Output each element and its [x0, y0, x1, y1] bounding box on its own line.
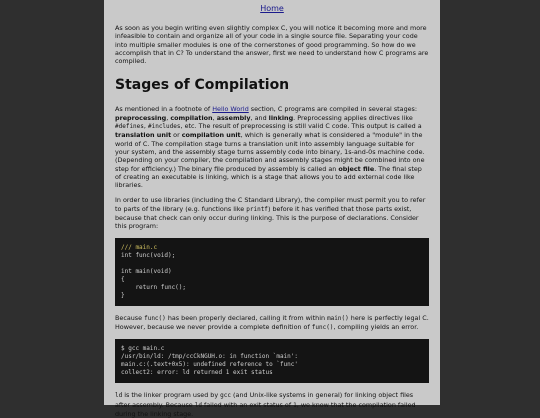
text: As mentioned in a footnote of	[115, 105, 213, 114]
hello-world-link[interactable]: Hello World	[212, 105, 249, 114]
home-link[interactable]: Home	[260, 4, 284, 13]
term-preprocessing: preprocessing	[115, 113, 167, 122]
text: , we know that the compilation failed during the linking stage.	[115, 400, 416, 418]
text: here is perfectly legal C. However, because we never provide a complete definition of	[115, 313, 429, 331]
term-object-file: object file	[338, 164, 375, 173]
code-line: int func(void);	[121, 251, 176, 259]
text: Because	[115, 313, 145, 322]
code-line: /usr/bin/ld: /tmp/ccCkNGUH.o: in function `main':	[121, 353, 299, 361]
inline-code: printf	[246, 205, 268, 213]
text: section, C programs are compiled in several stages:	[248, 105, 418, 114]
text: , compiling yields an error.	[333, 322, 419, 331]
libraries-paragraph	[115, 196, 429, 230]
term-compilation: compilation	[170, 113, 213, 122]
inline-code: ld	[115, 392, 123, 400]
term-assembly: assembly	[216, 113, 251, 122]
text: is the linker program used by	[122, 391, 221, 400]
text: ) before it has verified that those parts exist, because that check can only occur during linking. This is the purpose of declarations. Consider this program:	[115, 204, 419, 231]
code-line: collect2: error: ld returned 1 exit status	[121, 369, 273, 377]
inline-code: 1	[293, 401, 297, 409]
text: ,	[212, 113, 217, 122]
text: has been properly declared, calling it from within	[165, 313, 328, 322]
inline-code: #defines	[115, 123, 144, 131]
text: In order to use libraries (including the C Standard Library), the compiler must permit you to refer to parts of the library (e.g. functions like	[115, 196, 426, 213]
inline-code: func()	[311, 323, 334, 331]
code-line: main.c:(.text+0x5): undefined reference to `func'	[121, 361, 299, 369]
term-translation-unit: translation unit	[115, 131, 172, 140]
inline-code: gcc	[220, 392, 232, 400]
text: , and	[250, 113, 269, 122]
text: . Preprocessing applies directives like	[293, 113, 413, 122]
text: ,	[143, 122, 148, 131]
inline-code: #includes	[147, 123, 181, 131]
intro-paragraph: As soon as you begin writing even slightly complex C, you will notice it becoming more and more infeasible to contain and organize all of your code in a single source file. Separating your code into multiple smaller modules is one of the cornerstones of good programming. So how do we accomplish that in C? To understand the answer, first we need to understand how C programs are compiled.	[115, 24, 429, 66]
linker-paragraph	[115, 391, 429, 418]
declaration-paragraph	[115, 314, 429, 333]
text: , which is generally what is considered a "module" in the world of C. The compilation stage turns a translation unit into assembly language suitable for your system, and the assembly stage turns assembly code into binary, 1s-and-0s machine code. (Depending on your compiler, the compilation and assembly stages might be combined into one step for efficiency.) The binary file produced by assembly is called an	[115, 131, 425, 173]
inline-code: main()	[327, 314, 349, 322]
code-line: $ gcc main.c	[121, 345, 165, 353]
text: or	[171, 131, 182, 140]
code-comment: /// main.c	[121, 243, 158, 251]
inline-code: func()	[144, 314, 166, 322]
text: , etc. The result of preprocessing is still valid C code. This output is called a	[180, 122, 422, 131]
code-line: return func();	[121, 283, 187, 291]
text: (and Unix-like systems in general) for linking object files after assembly. Because	[115, 391, 414, 409]
text: ,	[166, 113, 171, 122]
code-block-gcc-output	[115, 339, 429, 383]
code-line: }	[121, 291, 125, 299]
text: . The final step of creating an executable is linking, which is a stage that allows you to add external code like libraries.	[115, 164, 422, 190]
article-page	[104, 0, 440, 418]
section-heading: Stages of Compilation	[115, 77, 290, 94]
code-line: {	[121, 275, 125, 283]
term-linking: linking	[268, 113, 294, 122]
inline-code: ld	[194, 401, 202, 409]
code-block-main-c	[115, 238, 429, 306]
top-nav	[115, 4, 429, 13]
code-line: int main(void)	[121, 267, 172, 275]
text: failed with an exit status of	[201, 400, 294, 409]
compilation-paragraph	[115, 105, 429, 189]
term-compilation-unit: compilation unit	[181, 131, 241, 140]
